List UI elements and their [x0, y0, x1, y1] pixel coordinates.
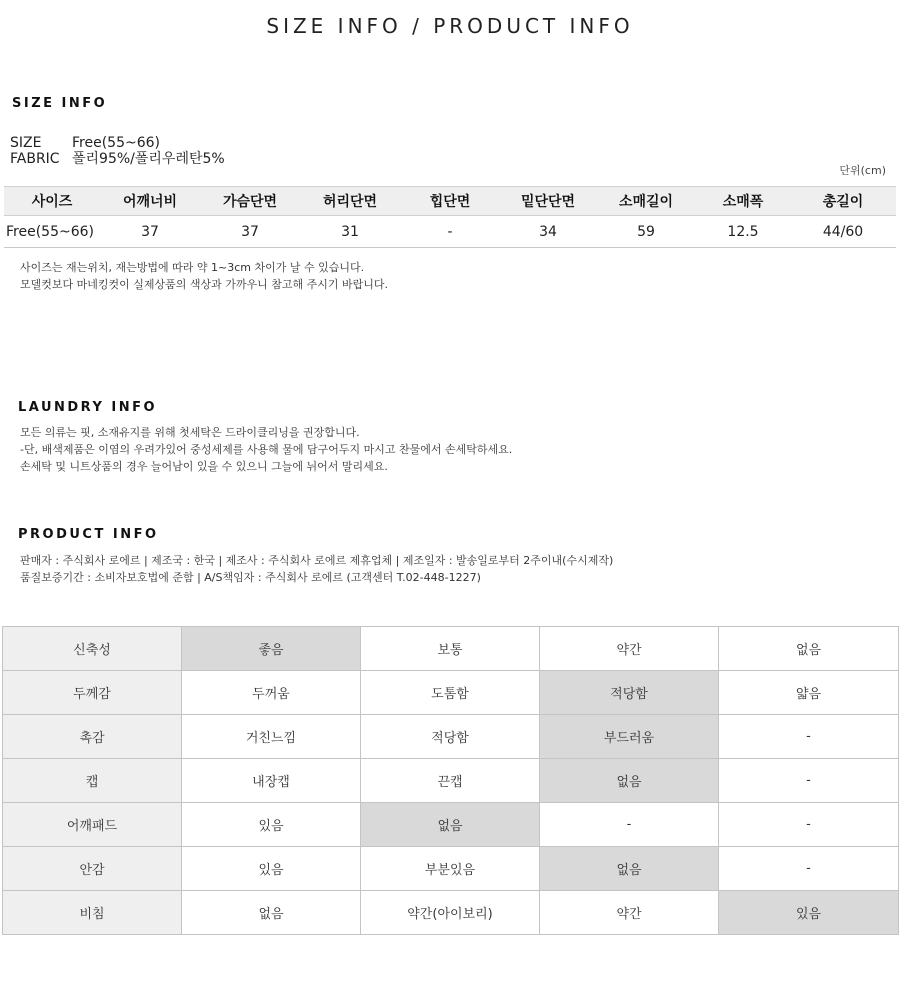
page-title: SIZE INFO / PRODUCT INFO: [266, 14, 634, 38]
property-row: [3, 847, 899, 891]
laundry-line: 모든 의류는 핏, 소재유지를 위해 첫세탁은 드라이클리닝을 권장합니다.: [20, 426, 360, 439]
property-option: 없음: [182, 891, 361, 935]
property-option: -: [719, 847, 899, 891]
table-cell: 44/60: [790, 216, 896, 248]
property-option-selected: 없음: [361, 803, 540, 847]
property-option: 두꺼움: [182, 671, 361, 715]
note-line: 사이즈는 재는위치, 재는방법에 따라 약 1~3cm 차이가 날 수 있습니다.: [20, 261, 365, 274]
table-row: [4, 216, 896, 248]
fabric-value: 폴리95%/폴리우레탄5%: [72, 151, 225, 167]
table-cell: 37: [100, 216, 200, 248]
laundry-line: 손세탁 및 니트상품의 경우 늘어남이 있을 수 있으니 그늘에 뉘어서 말리세요.: [20, 460, 388, 473]
column-header: 허리단면: [300, 187, 400, 216]
column-header: 소매길이: [596, 187, 696, 216]
size-value: Free(55~66): [72, 135, 160, 151]
column-header: 힙단면: [400, 187, 500, 216]
size-key: SIZE: [10, 135, 42, 151]
property-row: [3, 715, 899, 759]
property-option: -: [540, 803, 719, 847]
laundry-info-heading: LAUNDRY INFO: [18, 400, 158, 415]
fabric-key: FABRIC: [10, 151, 60, 167]
size-spec: [10, 135, 160, 151]
table-cell: 37: [200, 216, 300, 248]
property-option: 보통: [361, 627, 540, 671]
property-option: 부분있음: [361, 847, 540, 891]
column-header: 가슴단면: [200, 187, 300, 216]
property-option: 있음: [182, 803, 361, 847]
property-option: 없음: [719, 627, 899, 671]
property-row: [3, 671, 899, 715]
table-cell: Free(55~66): [4, 216, 100, 248]
fabric-spec: [10, 151, 225, 167]
size-notes: [20, 259, 388, 293]
size-table-header: [4, 187, 896, 216]
property-label: 촉감: [3, 715, 182, 759]
product-line: 판매자 : 주식회사 로에르 | 제조국 : 한국 | 제조사 : 주식회사 로에르 제휴업체 | 제조일자 : 발송일로부터 2주이내(수시제작): [20, 554, 614, 567]
laundry-notes: [20, 424, 512, 475]
property-option-selected: 적당함: [540, 671, 719, 715]
property-option: 약간: [540, 891, 719, 935]
size-info-heading: SIZE INFO: [12, 96, 108, 111]
property-label: 신축성: [3, 627, 182, 671]
property-label: 캡: [3, 759, 182, 803]
property-row: [3, 803, 899, 847]
property-label: 어깨패드: [3, 803, 182, 847]
property-option: 약간: [540, 627, 719, 671]
product-notes: [20, 552, 613, 586]
property-option-selected: 부드러움: [540, 715, 719, 759]
property-option: 얇음: [719, 671, 899, 715]
property-table: [2, 626, 899, 935]
note-line: 모델컷보다 마네킹컷이 실제상품의 색상과 가까우니 참고해 주시기 바랍니다.: [20, 278, 389, 291]
property-row: [3, 627, 899, 671]
unit-note: 단위(cm): [839, 164, 886, 177]
laundry-line: -단, 배색제품은 이염의 우려가있어 중성세제를 사용해 물에 담구어두지 마시고 찬물에서 손세탁하세요.: [20, 443, 513, 456]
product-info-heading: PRODUCT INFO: [18, 527, 159, 542]
table-cell: -: [400, 216, 500, 248]
property-row: [3, 891, 899, 935]
property-option: 내장캡: [182, 759, 361, 803]
table-cell: 12.5: [696, 216, 790, 248]
property-option-selected: 좋음: [182, 627, 361, 671]
property-option: 끈캡: [361, 759, 540, 803]
table-cell: 31: [300, 216, 400, 248]
property-option: -: [719, 715, 899, 759]
property-option: -: [719, 759, 899, 803]
property-option-selected: 있음: [719, 891, 899, 935]
column-header: 소매폭: [696, 187, 790, 216]
property-option: 거친느낌: [182, 715, 361, 759]
property-option-selected: 없음: [540, 759, 719, 803]
product-line: 품질보증기간 : 소비자보호법에 준함 | A/S책임자 : 주식회사 로에르 (고객센터 T.02-448-1227): [20, 571, 481, 584]
property-option: 있음: [182, 847, 361, 891]
table-cell: 59: [596, 216, 696, 248]
property-option: 약간(아이보리): [361, 891, 540, 935]
column-header: 총길이: [790, 187, 896, 216]
table-cell: 34: [500, 216, 596, 248]
property-label: 두께감: [3, 671, 182, 715]
property-option: 적당함: [361, 715, 540, 759]
property-label: 비침: [3, 891, 182, 935]
property-row: [3, 759, 899, 803]
column-header: 밑단단면: [500, 187, 596, 216]
property-option: 도톰함: [361, 671, 540, 715]
property-option: -: [719, 803, 899, 847]
property-option-selected: 없음: [540, 847, 719, 891]
column-header: 어깨너비: [100, 187, 200, 216]
size-table: [4, 186, 896, 248]
column-header: 사이즈: [4, 187, 100, 216]
property-label: 안감: [3, 847, 182, 891]
